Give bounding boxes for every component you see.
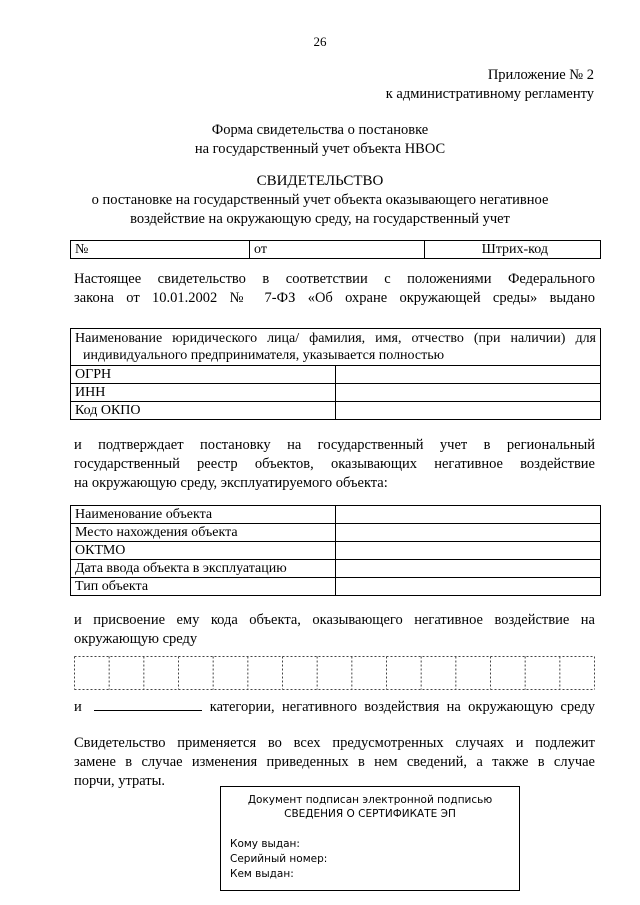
barcode-label: Штрих-код bbox=[481, 242, 548, 257]
certificate-heading bbox=[0, 172, 640, 229]
appendix-line-2: к административному регламенту bbox=[385, 86, 594, 102]
form-title-line-1: Форма свидетельства о постановке bbox=[211, 122, 429, 138]
intro-paragraph bbox=[74, 270, 595, 308]
organization-table bbox=[70, 328, 601, 420]
organization-name-cell[interactable] bbox=[71, 329, 601, 366]
ogrn-value[interactable] bbox=[336, 366, 601, 384]
issued-by-label: Кем выдан: bbox=[230, 868, 294, 880]
organization-header-line-1: Наименование юридического лица/ фамилия, имя, отчество (при наличии) для bbox=[75, 331, 596, 346]
issued-to-label: Кому выдан: bbox=[230, 838, 300, 850]
object-type-value[interactable] bbox=[336, 578, 601, 596]
validity-line-3: порчи, утраты. bbox=[74, 773, 165, 789]
validity-line-1: Свидетельство применяется во всех предусмотренных случаях и подлежит bbox=[74, 735, 595, 751]
object-name-value[interactable] bbox=[336, 506, 601, 524]
category-prefix: и bbox=[74, 699, 82, 715]
commission-date-label: Дата ввода объекта в эксплуатацию bbox=[71, 560, 336, 578]
object-location-value[interactable] bbox=[336, 524, 601, 542]
certificate-subtitle-line-2: воздействие на окружающую среду, на государственный учет bbox=[130, 211, 510, 227]
confirm-line-3: на окружающую среду, эксплуатируемого объекта: bbox=[74, 475, 388, 491]
inn-value[interactable] bbox=[336, 384, 601, 402]
certificate-subtitle-line-1: о постановке на государственный учет объекта оказывающего негативное bbox=[91, 192, 549, 208]
table-row bbox=[71, 506, 601, 524]
barcode-cell bbox=[425, 241, 601, 259]
ogrn-label: ОГРН bbox=[71, 366, 336, 384]
date-cell[interactable] bbox=[250, 241, 425, 259]
table-row bbox=[71, 560, 601, 578]
confirm-paragraph bbox=[74, 436, 595, 493]
commission-date-value[interactable] bbox=[336, 560, 601, 578]
number-label: № bbox=[75, 242, 89, 257]
page-number: 26 bbox=[313, 34, 327, 49]
object-type-label: Тип объекта bbox=[71, 578, 336, 596]
table-row bbox=[71, 524, 601, 542]
validity-line-2: замене в случае изменения приведенных в нем сведений, а также в случае bbox=[74, 754, 595, 770]
table-row bbox=[71, 366, 601, 384]
category-blank-field[interactable] bbox=[94, 696, 202, 711]
object-name-label: Наименование объекта bbox=[71, 506, 336, 524]
certificate-info-title: СВЕДЕНИЯ О СЕРТИФИКАТЕ ЭП bbox=[284, 808, 456, 820]
confirm-line-1: и подтверждает постановку на государственный учет в региональный bbox=[74, 437, 595, 453]
okpo-value[interactable] bbox=[336, 402, 601, 420]
appendix-reference bbox=[386, 66, 594, 104]
certificate-fields bbox=[230, 837, 327, 882]
form-title-line-2: на государственный учет объекта НВОС bbox=[194, 141, 446, 157]
form-title bbox=[0, 121, 640, 159]
object-location-label: Место нахождения объекта bbox=[71, 524, 336, 542]
code-line-2: окружающую среду bbox=[74, 631, 198, 647]
table-row bbox=[71, 402, 601, 420]
object-table bbox=[70, 505, 601, 596]
number-date-barcode-row bbox=[70, 240, 601, 259]
code-paragraph bbox=[74, 611, 595, 649]
category-line bbox=[74, 696, 595, 717]
inn-label: ИНН bbox=[71, 384, 336, 402]
category-suffix: категории, негативного воздействия на окружающую среду bbox=[209, 699, 595, 715]
serial-number-label: Серийный номер: bbox=[230, 853, 328, 865]
oktmo-value[interactable] bbox=[336, 542, 601, 560]
table-row bbox=[71, 578, 601, 596]
organization-header-line-2: индивидуального предпринимателя, указывается полностью bbox=[83, 348, 445, 363]
object-code-cells[interactable] bbox=[74, 656, 595, 690]
object-code-grid bbox=[74, 656, 595, 690]
appendix-line-1: Приложение № 2 bbox=[487, 67, 594, 83]
electronic-signature-box bbox=[220, 786, 520, 891]
confirm-line-2: государственный реестр объектов, оказывающих негативное воздействие bbox=[74, 456, 595, 472]
table-row bbox=[71, 384, 601, 402]
okpo-label: Код ОКПО bbox=[71, 402, 336, 420]
intro-line-1: Настоящее свидетельство в соответствии с положениями Федерального bbox=[74, 271, 595, 287]
intro-line-2: закона от 10.01.2002 № 7-ФЗ «Об охране окружающей среды» выдано bbox=[74, 290, 595, 306]
table-row bbox=[71, 542, 601, 560]
validity-paragraph bbox=[74, 734, 595, 791]
date-label: от bbox=[254, 242, 267, 257]
certificate-title: СВИДЕТЕЛЬСТВО bbox=[256, 173, 384, 189]
number-cell[interactable] bbox=[71, 241, 250, 259]
code-line-1: и присвоение ему кода объекта, оказывающего негативное воздействие на bbox=[74, 612, 595, 628]
oktmo-label: ОКТМО bbox=[71, 542, 336, 560]
signature-notice: Документ подписан электронной подписью bbox=[247, 794, 493, 806]
